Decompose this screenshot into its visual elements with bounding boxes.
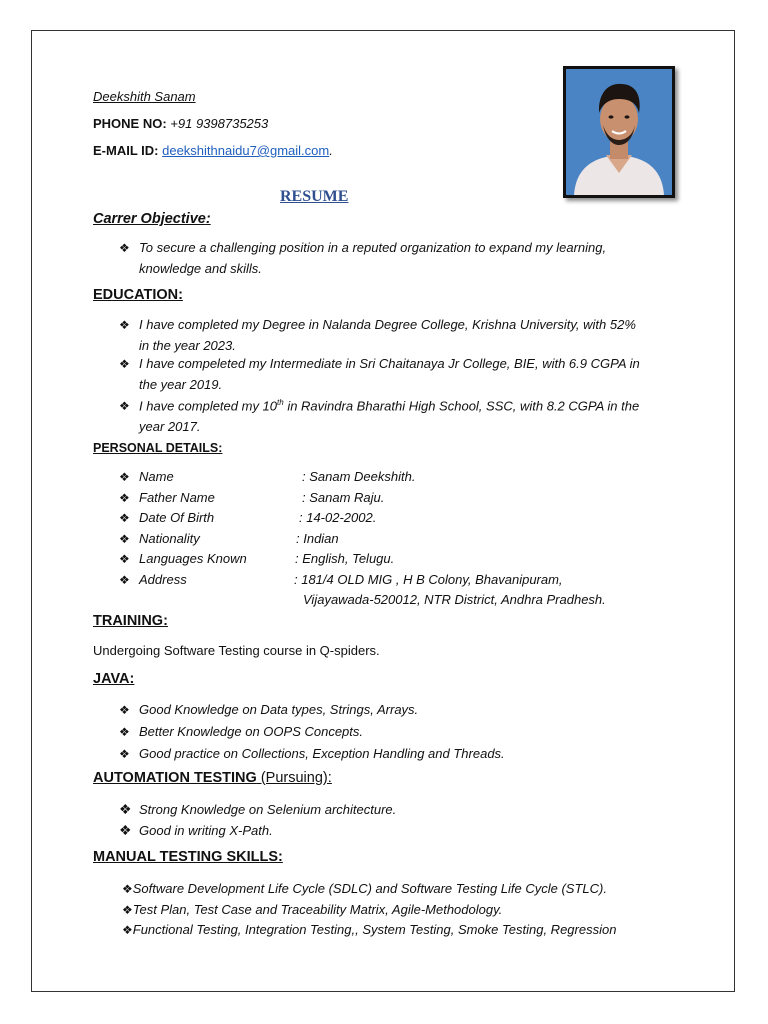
personal-value: : English, Telugu. — [295, 551, 395, 566]
education-item-3-line1a: I have completed my 10 — [139, 398, 278, 414]
email-line — [93, 143, 333, 158]
education-item-1-line2: in the year 2023. — [139, 337, 236, 353]
phone-label: PHONE NO: — [93, 116, 167, 131]
automation-heading-extra: (Pursuing): — [256, 770, 332, 786]
education-item-1-line1: I have completed my Degree in Nalanda Degree College, Krishna University, with 52% — [139, 317, 636, 332]
training-text: Undergoing Software Testing course in Q-spiders. — [93, 643, 380, 658]
automation-item-text: Good in writing X-Path. — [139, 823, 273, 838]
java-item-text: Good practice on Collections, Exception Handling and Threads. — [139, 746, 505, 761]
personal-row-father — [119, 488, 606, 509]
bullet-icon: ❖ — [119, 318, 130, 332]
education-item-2-line1: I have compeleted my Intermediate in Sri Chaitanaya Jr College, BIE, with 6.9 CGPA in — [139, 356, 640, 371]
training-heading: TRAINING: — [93, 613, 168, 629]
automation-heading — [93, 770, 332, 786]
personal-value: : Sanam Deekshith. — [302, 469, 416, 484]
personal-row-name — [119, 467, 606, 488]
email-suffix: . — [329, 143, 333, 158]
list-item — [122, 879, 616, 900]
objective-heading-colon: : — [205, 211, 211, 227]
personal-label: Father Name — [139, 489, 215, 505]
java-heading — [93, 671, 134, 687]
bullet-icon: ❖ — [122, 902, 133, 917]
personal-details-list — [119, 467, 606, 610]
list-item — [119, 743, 505, 765]
personal-label: Date Of Birth — [139, 510, 215, 525]
manual-item-text: Software Development Life Cycle (SDLC) and Software Testing Life Cycle (STLC). — [132, 881, 607, 896]
personal-row-address — [119, 570, 606, 591]
education-item-3-line1b: in Ravindra Bharathi High School, SSC, with 8.2 CGPA in the — [283, 398, 640, 414]
profile-photo-image — [566, 69, 672, 195]
bullet-icon: ❖ — [119, 552, 130, 566]
manual-item-text: Functional Testing, Integration Testing,, System Testing, Smoke Testing, Regression — [132, 922, 617, 937]
list-item — [119, 820, 396, 841]
bullet-icon: ❖ — [119, 531, 130, 546]
personal-row-dob — [119, 508, 606, 529]
bullet-icon: ❖ — [119, 572, 130, 587]
bullet-icon: ❖ — [119, 511, 130, 525]
automation-heading-text: AUTOMATION TESTING — [93, 770, 257, 786]
objective-item — [119, 238, 606, 278]
manual-heading: MANUAL TESTING SKILLS: — [93, 849, 283, 865]
manual-item-text: Test Plan, Test Case and Traceability Matrix, Agile-Methodology. — [132, 901, 503, 917]
personal-value: : Indian — [296, 530, 339, 546]
bullet-icon: ❖ — [119, 747, 130, 761]
personal-label: Nationality — [139, 530, 200, 546]
bullet-icon: ❖ — [119, 357, 130, 371]
personal-label: Languages Known — [139, 551, 247, 566]
profile-photo — [563, 66, 675, 198]
phone-value: +91 9398735253 — [166, 116, 269, 131]
personal-row-nationality — [119, 529, 606, 550]
objective-line2: knowledge and skills. — [139, 260, 262, 276]
candidate-name: Deekshith Sanam — [93, 89, 196, 104]
list-item — [119, 721, 505, 743]
java-item-text: Better Knowledge on OOPS Concepts. — [139, 724, 364, 739]
phone-line — [93, 116, 268, 131]
personal-row-languages — [119, 549, 606, 570]
manual-list — [122, 879, 616, 941]
objective-heading — [93, 211, 211, 227]
bullet-icon: ❖ — [119, 801, 132, 817]
objective-heading-text: Carrer Objective — [93, 211, 206, 227]
education-heading: EDUCATION: — [93, 287, 183, 303]
bullet-icon: ❖ — [122, 923, 133, 937]
bullet-icon: ❖ — [119, 470, 130, 484]
objective-line1: To secure a challenging position in a reputed organization to expand my learning, — [139, 240, 607, 255]
automation-list — [119, 799, 396, 841]
bullet-icon: ❖ — [119, 241, 130, 255]
resume-title: RESUME — [280, 188, 349, 205]
email-link[interactable]: deekshithnaidu7@gmail.com — [162, 143, 330, 158]
java-list — [119, 699, 505, 765]
list-item — [122, 920, 616, 941]
bullet-icon: ❖ — [119, 490, 130, 505]
bullet-icon: ❖ — [119, 399, 130, 414]
education-item-3 — [119, 393, 639, 436]
email-label: E-MAIL ID: — [93, 143, 159, 158]
list-item — [119, 699, 505, 721]
list-item — [119, 799, 396, 820]
personal-label: Name — [139, 469, 174, 484]
bullet-icon: ❖ — [119, 703, 130, 717]
education-item-1 — [119, 315, 636, 355]
personal-label: Address — [139, 571, 187, 587]
personal-row-address-2 — [119, 590, 606, 610]
personal-value: : 181/4 OLD MIG , H B Colony, Bhavanipuram, — [294, 571, 563, 587]
personal-value: : 14-02-2002. — [299, 510, 377, 525]
education-item-3-line2: year 2017. — [139, 418, 201, 434]
java-heading-text: JAVA — [93, 671, 130, 687]
personal-heading: PERSONAL DETAILS: — [93, 441, 223, 455]
education-item-3-sup: th — [277, 398, 284, 407]
java-heading-colon: : — [129, 671, 135, 687]
java-item-text: Good Knowledge on Data types, Strings, Arrays. — [139, 702, 419, 717]
education-item-2-line2: the year 2019. — [139, 376, 223, 392]
education-item-2 — [119, 354, 640, 394]
list-item — [122, 900, 616, 921]
bullet-icon: ❖ — [122, 882, 133, 896]
bullet-icon: ❖ — [119, 822, 132, 838]
bullet-icon: ❖ — [119, 725, 130, 739]
address-line-2: Vijayawada-520012, NTR District, Andhra Pradhesh. — [303, 592, 606, 607]
personal-value: : Sanam Raju. — [302, 489, 385, 505]
automation-item-text: Strong Knowledge on Selenium architecture. — [139, 802, 397, 817]
